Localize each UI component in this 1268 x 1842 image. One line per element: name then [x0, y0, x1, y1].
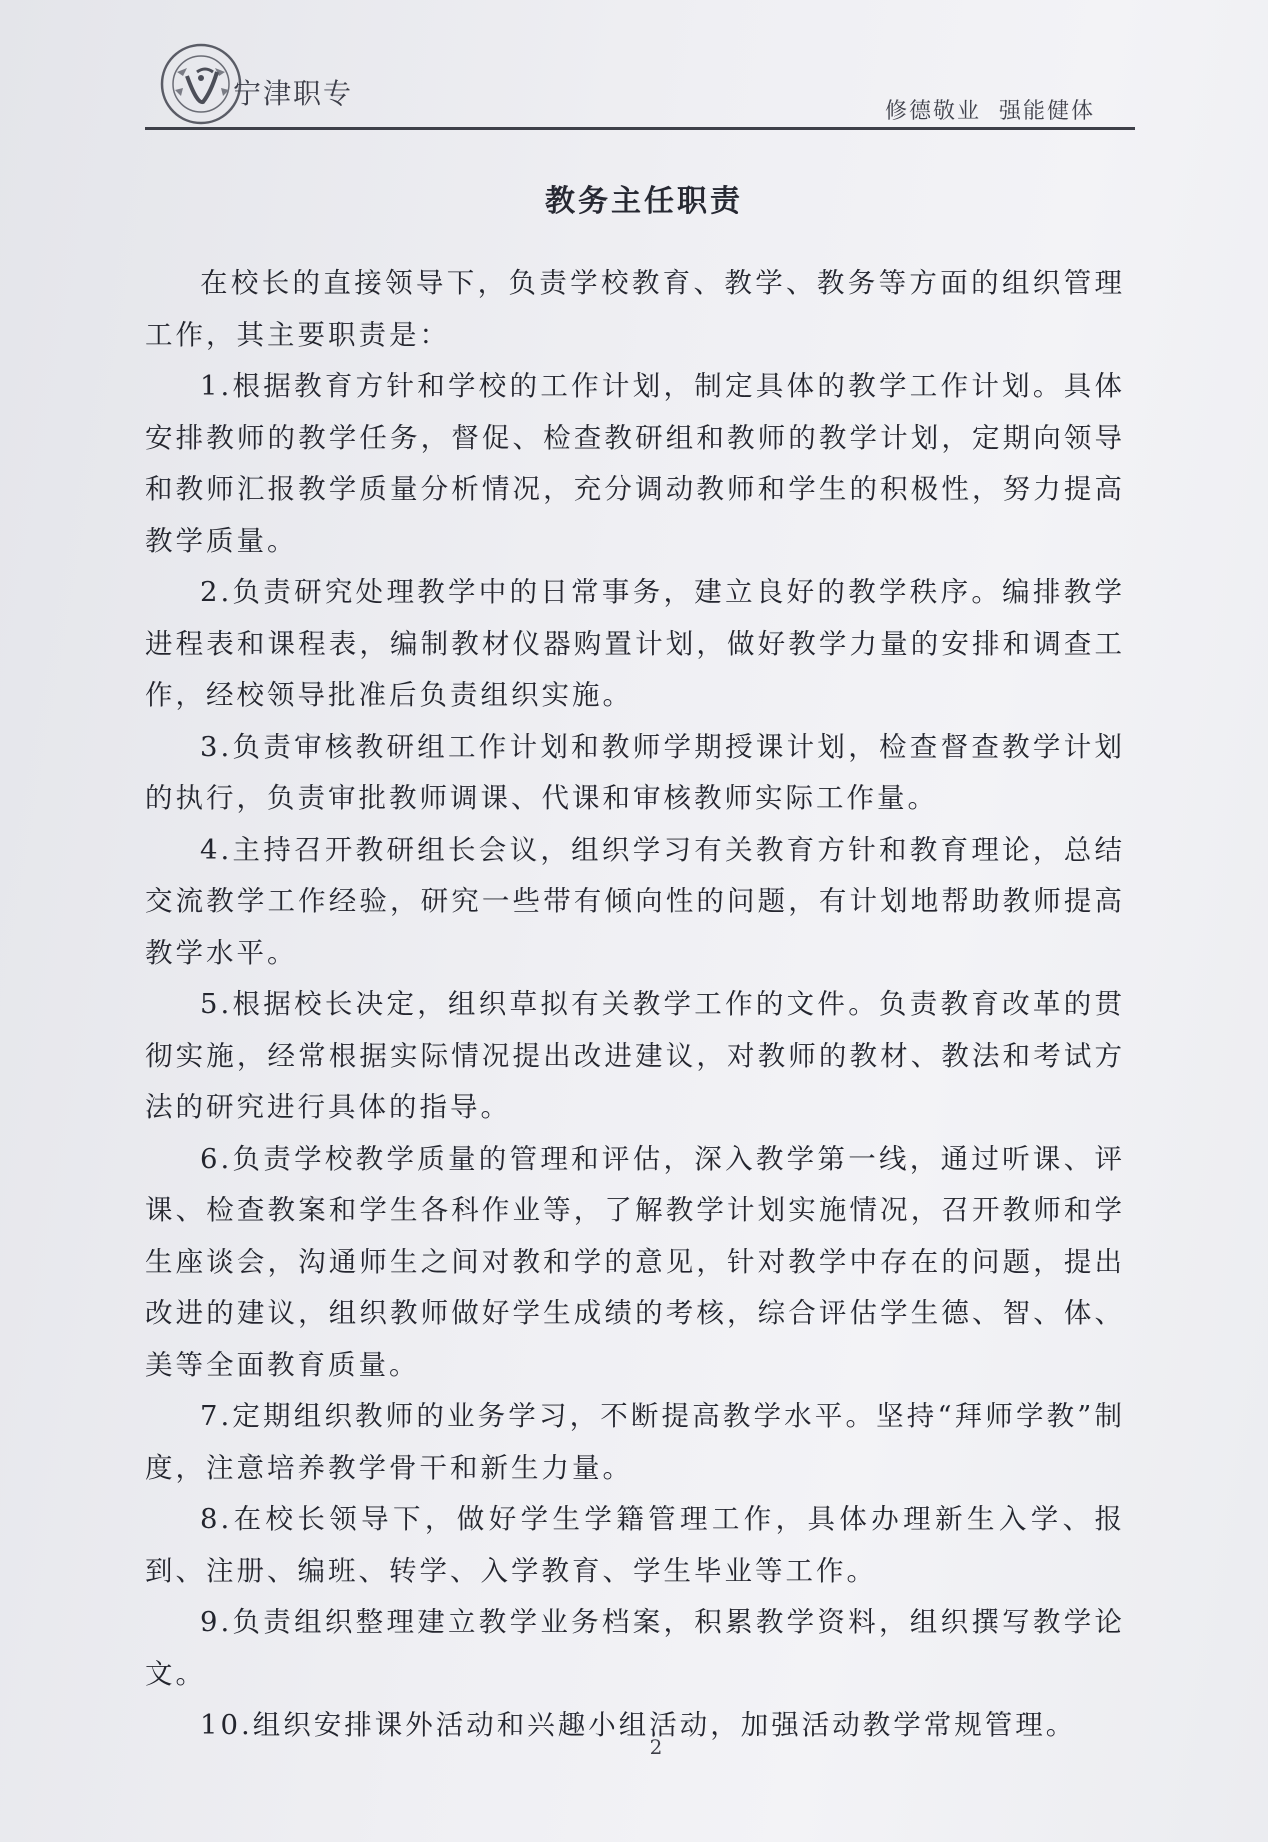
duty-item: 3.负责审核教研组工作计划和教师学期授课计划，检查督查教学计划的执行，负责审批教师调课、代课和审核教师实际工作量。	[145, 730, 1125, 814]
duty-item: 1.根据教育方针和学校的工作计划，制定具体的教学工作计划。具体安排教师的教学任务，督促、检查教研组和教师的教学计划，定期向领导和教师汇报教学质量分析情况，充分调动教师和学生的积极性，努力提高教学质量。	[145, 370, 1125, 557]
page-number: 2	[649, 1735, 663, 1759]
header-divider	[145, 127, 1135, 130]
duty-item: 6.负责学校教学质量的管理和评估，深入教学第一线，通过听课、评课、检查教案和学生各科作业等，了解教学计划实施情况，召开教师和学生座谈会，沟通师生之间对教和学的意见，针对教学中存在的问题，提出改进的建议，组织教师做好学生成绩的考核，综合评估学生德、智、体、美等全面教育质量。	[145, 1142, 1125, 1381]
duty-item: 8.在校长领导下，做好学生学籍管理工作，具体办理新生入学、报到、注册、编班、转学、入学教育、学生毕业等工作。	[145, 1503, 1125, 1587]
duty-item: 5.根据校长决定，组织草拟有关教学工作的文件。负责教育改革的贯彻实施，经常根据实际情况提出改进建议，对教师的教材、教法和考试方法的研究进行具体的指导。	[145, 988, 1125, 1123]
document-body	[145, 258, 1125, 1752]
school-name: 宁津职专	[233, 77, 354, 110]
duty-item: 7.定期组织教师的业务学习，不断提高教学水平。坚持“拜师学教”制度，注意培养教学骨干和新生力量。	[145, 1400, 1125, 1484]
document-title: 教务主任职责	[545, 184, 743, 219]
school-motto: 修德敬业 强能健体	[885, 99, 1095, 124]
intro-paragraph: 在校长的直接领导下，负责学校教育、教学、教务等方面的组织管理工作，其主要职责是：	[145, 267, 1125, 351]
duty-item: 10.组织安排课外活动和兴趣小组活动，加强活动教学常规管理。	[200, 1709, 1077, 1741]
duty-item: 2.负责研究处理教学中的日常事务，建立良好的教学秩序。编排教学进程表和课程表，编制教材仪器购置计划，做好教学力量的安排和调查工作，经校领导批准后负责组织实施。	[145, 576, 1125, 711]
page-header	[145, 42, 1135, 132]
duty-item: 4.主持召开教研组长会议，组织学习有关教育方针和教育理论，总结交流教学工作经验，研究一些带有倾向性的问题，有计划地帮助教师提高教学水平。	[145, 833, 1125, 969]
school-emblem-icon	[157, 42, 245, 126]
duty-item: 9.负责组织整理建立教学业务档案，积累教学资料，组织撰写教学论文。	[145, 1606, 1125, 1690]
